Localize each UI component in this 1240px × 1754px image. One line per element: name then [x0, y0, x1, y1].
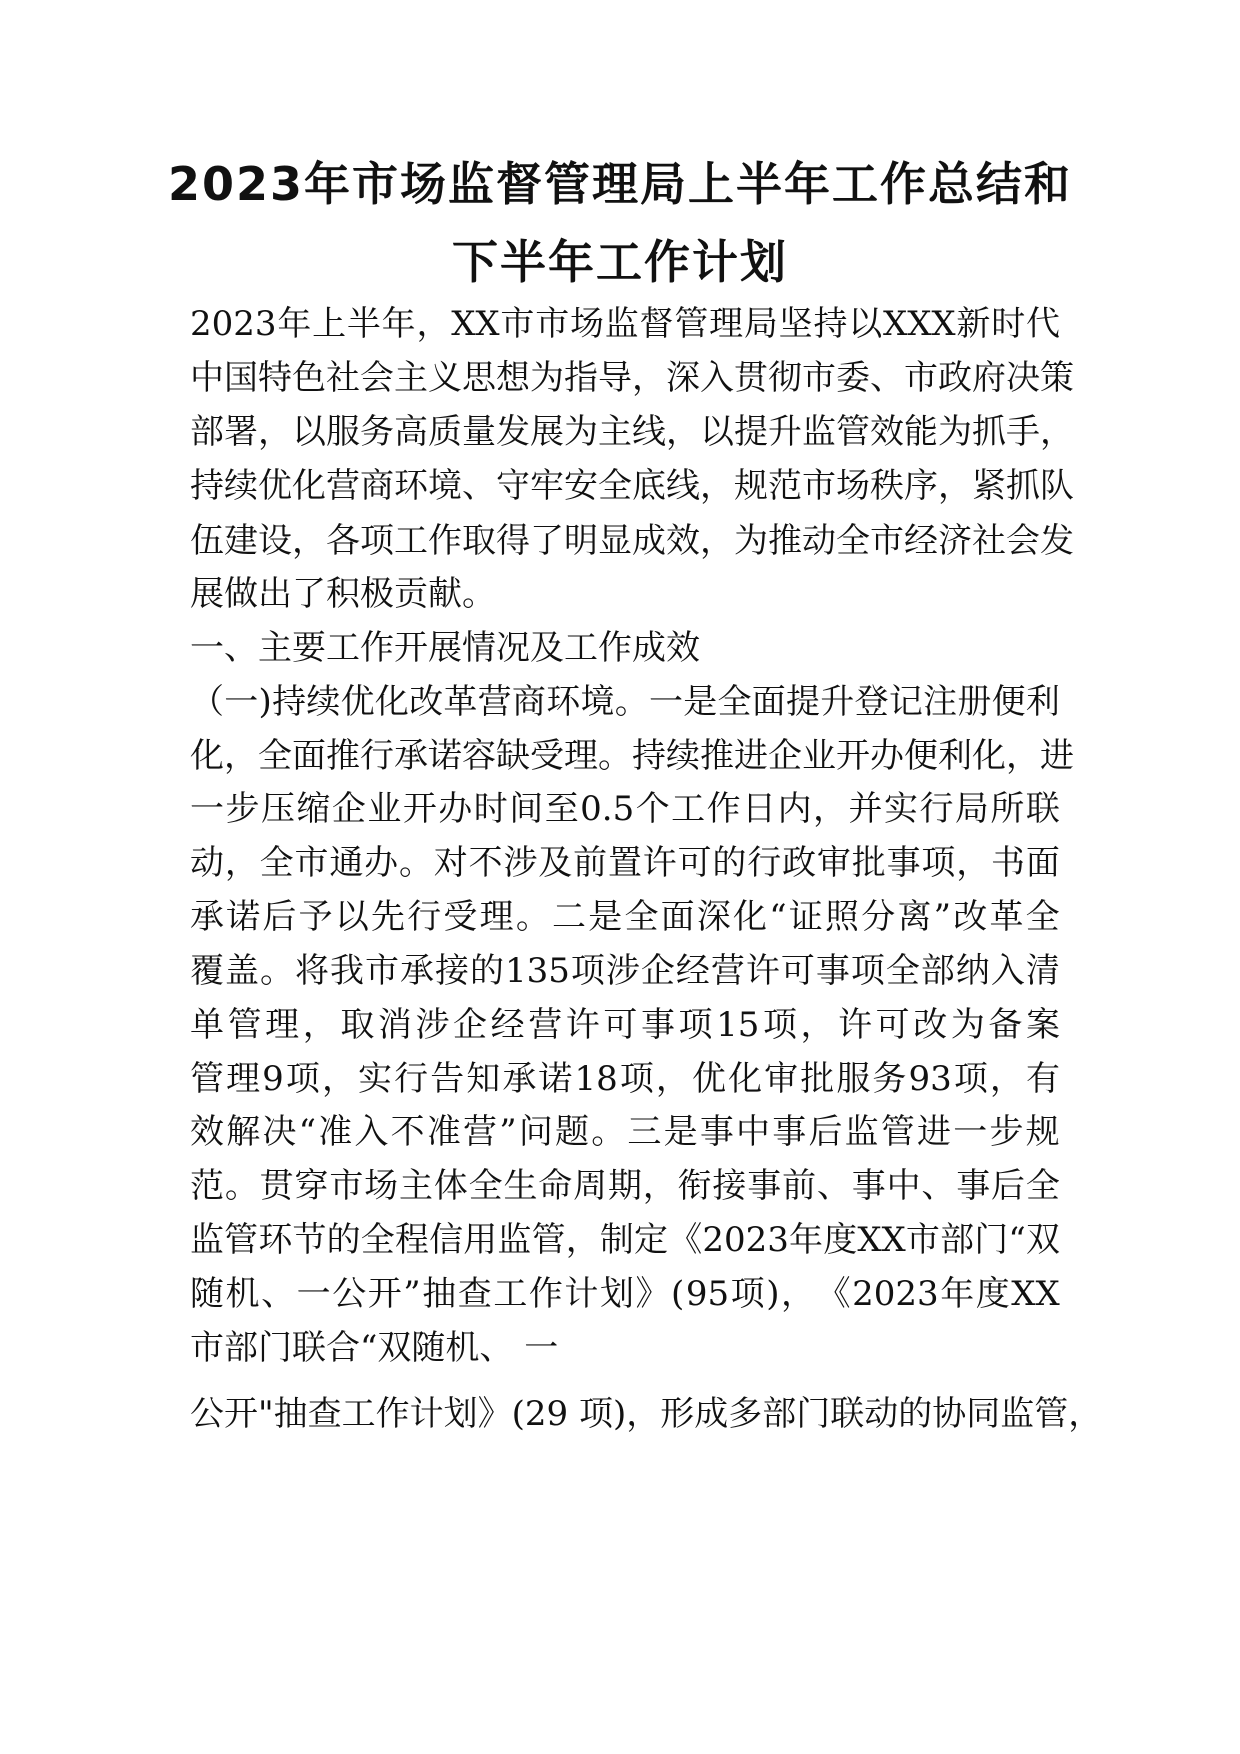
body-line: 一 步 压 缩 企 业 开 办 时 间 至 0.5 个 工 作 日 内 ， 并 实 行 局 所 联 [190, 789, 1060, 829]
body-line: 化 ， 全 面 推 行 承 诺 容 缺 受 理 。 持 续 推 进 企 业 开 办 便 利 化 ， 进 [190, 736, 1074, 776]
body-line: 动 ， 全 市 通 办 。 对 不 涉 及 前 置 许 可 的 行 政 审 批 事 项 ， 书 面 [190, 843, 1060, 883]
body-line: 持 续 优 化 营 商 环 境 、 守 牢 安 全 底 线 ， 规 范 市 场 秩 序 ， 紧 抓 队 [190, 466, 1074, 506]
body-line: 监 管 环 节 的 全 程 信 用 监 管 ， 制 定 《 2023 年 度 XX 市 部 门 “ 双 [190, 1220, 1060, 1260]
body-line: 范 。 贯 穿 市 场 主 体 全 生 命 周 期 ， 衔 接 事 前 、 事 中 、 事 后 全 [190, 1166, 1060, 1206]
body-line: 效 解 决 “ 准 入 不 准 营 ” 问 题 。 三 是 事 中 事 后 监 管 进 一 步 规 [190, 1112, 1060, 1152]
document-title-line-2: 下半年工作计划 [452, 235, 788, 289]
body-line: 覆 盖 。 将 我 市 承 接 的 135 项 涉 企 经 营 许 可 事 项 全 部 纳 入 清 [190, 951, 1060, 991]
body-line: 伍 建 设 ， 各 项 工 作 取 得 了 明 显 成 效 ， 为 推 动 全 市 经 济 社 会 发 [190, 521, 1074, 561]
body-line: 管 理 9 项 ， 实 行 告 知 承 诺 18 项 ， 优 化 审 批 服 务 93 项 ， 有 [190, 1059, 1060, 1099]
body-line: 单 管 理 ， 取 消 涉 企 经 营 许 可 事 项 15 项 ， 许 可 改 为 备 案 [190, 1005, 1060, 1045]
body-line: 展做出了积极贡献。 [190, 574, 496, 614]
body-line: （ 一 ) 持 续 优 化 改 革 营 商 环 境 。 一 是 全 面 提 升 登 记 注 册 便 利 [190, 682, 1060, 722]
body-line: 2023 年 上 半 年 ， XX 市 市 场 监 督 管 理 局 坚 持 以 XXX 新 时 代 [190, 304, 1060, 344]
section-heading: 一、主要工作开展情况及工作成效 [190, 628, 700, 668]
document-title-line-1: 2023年市场监督管理局上半年工作总结和 [167, 157, 1073, 211]
body-line: 部 署 ， 以 服 务 高 质 量 发 展 为 主 线 ， 以 提 升 监 管 效 能 为 抓 手 ， [190, 412, 1074, 452]
body-line: 中 国 特 色 社 会 主 义 思 想 为 指 导 ， 深 入 贯 彻 市 委 、 市 政 府 决 策 [190, 358, 1074, 398]
body-line: 承 诺 后 予 以 先 行 受 理 。 二 是 全 面 深 化 “ 证 照 分 离 ” 改 革 全 [190, 897, 1060, 937]
body-line: 公开"抽查工作计划》(29 项)，形成多部门联动的协同监管， [190, 1394, 1103, 1434]
body-line: 市部门联合“双随机、 一 [190, 1328, 559, 1368]
body-line: 随 机 、 一 公 开 ” 抽 查 工 作 计 划 》 ( 95 项 ) ， 《 2023 年 度 XX [190, 1274, 1060, 1314]
